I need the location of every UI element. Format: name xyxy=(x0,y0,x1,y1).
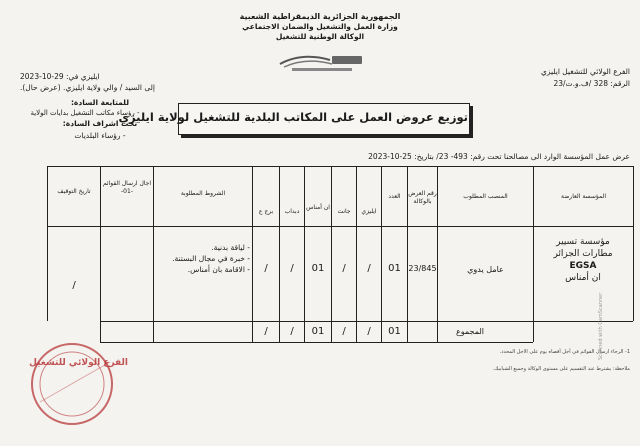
total-bordj: / xyxy=(264,326,268,337)
scanner-watermark: Scanned with CamScanner xyxy=(598,292,604,360)
recipient-line: إلى السيد / والي ولاية ايليزي. (عرض حال). xyxy=(20,83,155,92)
total-in-amenas: 01 xyxy=(311,326,325,337)
offer-number-cell: 23/845 xyxy=(408,264,437,273)
institution-line: EGSA xyxy=(569,261,597,271)
count-cell: 01 xyxy=(388,263,401,274)
illizi-cell: / xyxy=(367,263,371,274)
supervision-label: تحت اشراف السادة: xyxy=(62,119,138,128)
djanet-cell: / xyxy=(342,263,346,274)
total-count: 01 xyxy=(388,326,401,337)
header-in-amenas: ان أمناس xyxy=(306,204,330,211)
branch-name: الفرع الولائي للتشغيل ايليزي xyxy=(541,67,630,76)
header-debdeb: دبداب xyxy=(284,208,300,215)
header-bordj: برج ع xyxy=(258,208,274,215)
condition-item: - لياقة بدنية. xyxy=(211,243,250,252)
position-cell: عامل يدوي xyxy=(467,265,504,274)
header-djanet: جانت xyxy=(337,208,351,215)
header-offer-number: رقم العرض بالوكالة xyxy=(408,190,437,205)
condition-item: - خبرة في مجال البستنة. xyxy=(172,254,250,263)
note-2: ملاحظة: يشترط عند التقسيم على مستوى الوكالة وجميع الشبابيك. xyxy=(492,366,630,372)
in-amenas-cell: 01 xyxy=(311,263,325,274)
document-title: توزيع عروض العمل على المكاتب البلدية للتشغيل لولاية ايليزي xyxy=(118,110,468,124)
debdeb-cell: / xyxy=(290,263,294,274)
note-1: 1- الرجاء ارسال القوائم في أجل أقصاه يوم على الاجل المحدد. xyxy=(499,349,630,355)
header-stop-date: تاريخ التوقيف xyxy=(57,188,91,195)
agency-logo xyxy=(272,50,368,76)
institution-line: ان أمناس xyxy=(565,273,601,283)
republic-header: الجمهورية الجزائرية الديمقراطية الشعبية xyxy=(239,12,401,21)
total-debdeb: / xyxy=(290,326,294,337)
date-line: ايليزي في: 29-10-2023 xyxy=(20,72,100,81)
institution-line: مطارات الجزائر xyxy=(553,249,613,259)
institution-cell xyxy=(535,236,631,284)
reference-number: الرقم: 328 /ف.و.ت/23 xyxy=(553,79,630,88)
header-institution: المؤسسة العارضة xyxy=(561,193,606,200)
total-label: المجموع xyxy=(456,327,484,336)
ministry-header: وزارة العمل والتشغيل والضمان الاجتماعي xyxy=(242,22,398,31)
header-deadline: اجال ارسال القوائم -01- xyxy=(102,180,152,195)
agency-header: الوكالة الوطنية للتشغيل xyxy=(275,32,365,41)
total-illizi: / xyxy=(367,326,371,337)
header-illizi: ايليزي xyxy=(361,208,377,215)
recipient-mayors: - رؤساء البلديات xyxy=(74,131,126,140)
bordj-cell: / xyxy=(264,263,268,274)
follow-up-label: للمتابعة السادة: xyxy=(70,98,130,107)
header-position: المنصب المطلوب xyxy=(463,193,508,200)
institution-line: مؤسسة تسيير xyxy=(556,237,610,247)
official-stamp xyxy=(20,332,140,432)
header-count: العدد xyxy=(388,193,401,200)
recipient-offices: - رؤساء مكاتب التشغيل بدايات الولاية xyxy=(30,109,140,117)
conditions-cell xyxy=(156,242,250,275)
total-djanet: / xyxy=(342,326,346,337)
stop-date-cell: / xyxy=(72,280,76,291)
condition-item: - الاقامة بان أمناس. xyxy=(187,265,250,274)
header-conditions: الشروط المطلوبة xyxy=(180,190,226,197)
intro-line: عرض عمل المؤسسة الوارد الى مصالحنا تحت رقم: 493- 23/ بتاريخ: 25-10-2023 xyxy=(368,152,630,161)
stamp-text: الفرع الولائي للتشغيل xyxy=(29,358,128,368)
